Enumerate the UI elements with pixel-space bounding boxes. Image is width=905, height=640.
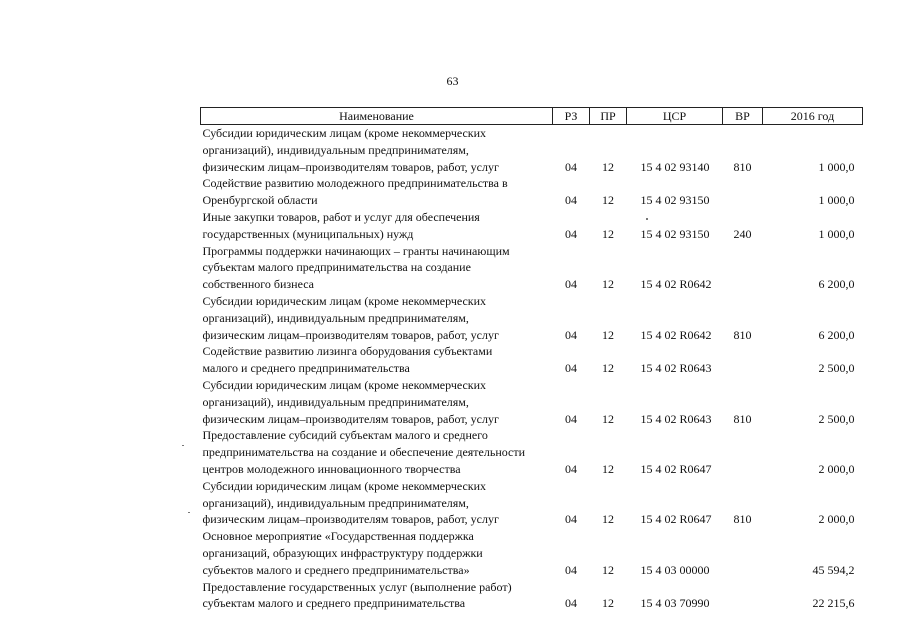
row-name-line: организаций), индивидуальным предпринимателям, xyxy=(202,310,469,325)
row-name-line: организаций), индивидуальным предпринимателям, xyxy=(202,495,469,510)
header-vr: ВР xyxy=(723,108,763,125)
row-vr-cell xyxy=(723,427,763,477)
row-name-line: физическим лицам–производителям товаров, работ, услуг xyxy=(202,159,499,174)
row-vr-cell: 810 xyxy=(733,512,752,527)
row-pr-cell: 12 xyxy=(602,411,614,426)
row-name-line: субъектам малого и среднего предпринимательства xyxy=(202,596,466,611)
row-csr-cell: 15 4 02 R0642 xyxy=(640,327,712,342)
page-number: 63 xyxy=(446,74,459,88)
row-vr-cell xyxy=(723,175,763,209)
row-pr-cell: 12 xyxy=(602,596,614,611)
table-row xyxy=(201,175,863,209)
row-vr-cell xyxy=(723,243,763,293)
row-name-line: субъектам малого предпринимательства на создание xyxy=(202,260,471,275)
row-name-line: Субсидии юридическим лицам (кроме некоммерческих xyxy=(202,478,487,493)
row-vr-cell xyxy=(723,528,763,578)
row-amount-cell: 22 215,6 xyxy=(812,596,855,611)
row-name-line: государственных (муниципальных) нужд xyxy=(202,226,414,241)
row-amount-cell: 6 200,0 xyxy=(818,327,855,342)
row-name-line: Оренбургской области xyxy=(202,193,318,208)
row-pr-cell: 12 xyxy=(602,327,614,342)
row-name-line: Содействие развитию молодежного предпринимательства в xyxy=(202,176,508,191)
row-name-line: организаций), индивидуальным предпринимателям, xyxy=(202,142,469,157)
budget-table xyxy=(200,107,863,612)
row-name-cell xyxy=(201,579,553,613)
table-row xyxy=(201,427,863,477)
header-rz: РЗ xyxy=(553,108,590,125)
row-name-cell xyxy=(201,528,553,578)
row-name-cell xyxy=(201,478,553,528)
row-amount-cell: 2 500,0 xyxy=(818,411,855,426)
row-rz-cell: 04 xyxy=(565,159,577,174)
table-body xyxy=(201,125,863,613)
row-name-line: собственного бизнеса xyxy=(202,277,315,292)
row-amount-cell: 1 000,0 xyxy=(818,159,855,174)
row-amount-cell: 6 200,0 xyxy=(818,277,855,292)
row-name-cell xyxy=(201,377,553,427)
row-name-line: организаций), индивидуальным предпринимателям, xyxy=(202,394,469,409)
row-rz-cell: 04 xyxy=(565,361,577,376)
row-name-line: Предоставление субсидий субъектам малого и среднего xyxy=(202,428,488,443)
table-row xyxy=(201,579,863,613)
header-name: Наименование xyxy=(201,108,553,125)
row-vr-cell xyxy=(723,343,763,377)
row-name-cell xyxy=(201,427,553,477)
row-csr-cell: 15 4 02 R0647 xyxy=(640,461,712,476)
row-pr-cell: 12 xyxy=(602,193,614,208)
row-name-line: Программы поддержки начинающих – гранты начинающим xyxy=(202,243,510,258)
table-row xyxy=(201,478,863,528)
table-row xyxy=(201,125,863,176)
row-csr-cell: 15 4 02 93150 xyxy=(640,226,710,241)
row-vr-cell: 810 xyxy=(733,411,752,426)
row-name-cell xyxy=(201,243,553,293)
row-name-line: центров молодежного инновационного творчества xyxy=(202,461,461,476)
row-pr-cell: 12 xyxy=(602,562,614,577)
row-rz-cell: 04 xyxy=(565,596,577,611)
row-name-line: организаций, образующих инфраструктуру поддержки xyxy=(202,545,483,560)
row-rz-cell: 04 xyxy=(565,512,577,527)
row-rz-cell: 04 xyxy=(565,193,577,208)
row-csr-cell: 15 4 02 R0643 xyxy=(640,411,712,426)
row-csr-cell: 15 4 02 93140 xyxy=(640,159,710,174)
row-name-line: предпринимательства на создание и обеспечение деятельности xyxy=(202,445,526,460)
row-name-line: Субсидии юридическим лицам (кроме некоммерческих xyxy=(202,126,487,140)
row-rz-cell: 04 xyxy=(565,562,577,577)
row-rz-cell: 04 xyxy=(565,277,577,292)
table-row xyxy=(201,293,863,343)
row-pr-cell: 12 xyxy=(602,159,614,174)
row-rz-cell: 04 xyxy=(565,411,577,426)
row-name-line: Субсидии юридическим лицам (кроме некоммерческих xyxy=(202,293,487,308)
row-name-line: физическим лицам–производителям товаров, работ, услуг xyxy=(202,512,499,527)
row-name-cell xyxy=(201,125,553,176)
row-csr-cell: 15 4 03 70990 xyxy=(640,596,710,611)
header-csr: ЦСР xyxy=(627,108,723,125)
row-name-line: физическим лицам–производителям товаров, работ, услуг xyxy=(202,411,499,426)
row-csr-cell: 15 4 02 R0643 xyxy=(640,361,712,376)
row-rz-cell: 04 xyxy=(565,327,577,342)
row-pr-cell: 12 xyxy=(602,226,614,241)
row-name-cell xyxy=(201,175,553,209)
row-amount-cell: 2 500,0 xyxy=(818,361,855,376)
row-vr-cell xyxy=(723,579,763,613)
row-amount-cell: 2 000,0 xyxy=(818,461,855,476)
row-csr-cell: 15 4 03 00000 xyxy=(640,562,710,577)
table-row xyxy=(201,343,863,377)
table-row xyxy=(201,528,863,578)
row-rz-cell: 04 xyxy=(565,461,577,476)
row-name-cell xyxy=(201,293,553,343)
row-csr-cell: 15 4 02 R0647 xyxy=(640,512,712,527)
row-name-line: субъектов малого и среднего предпринимательства» xyxy=(202,562,470,577)
row-name-cell xyxy=(201,209,553,243)
row-vr-cell: 810 xyxy=(733,327,752,342)
scan-speck xyxy=(188,512,190,513)
row-pr-cell: 12 xyxy=(602,277,614,292)
row-vr-cell: 810 xyxy=(733,159,752,174)
row-amount-cell: 45 594,2 xyxy=(812,562,855,577)
header-pr: ПР xyxy=(590,108,627,125)
row-name-line: малого и среднего предпринимательства xyxy=(202,361,410,376)
scan-speck xyxy=(182,445,184,446)
scan-speck xyxy=(646,218,648,220)
row-name-line: Содействие развитию лизинга оборудования субъектами xyxy=(202,344,493,359)
table-row xyxy=(201,209,863,243)
table-header-row xyxy=(201,108,863,125)
row-name-cell xyxy=(201,343,553,377)
row-amount-cell: 2 000,0 xyxy=(818,512,855,527)
table-row xyxy=(201,243,863,293)
row-name-line: Предоставление государственных услуг (выполнение работ) xyxy=(202,579,512,594)
row-name-line: Субсидии юридическим лицам (кроме некоммерческих xyxy=(202,377,487,392)
row-amount-cell: 1 000,0 xyxy=(818,226,855,241)
row-csr-cell: 15 4 02 R0642 xyxy=(640,277,712,292)
table-row xyxy=(201,377,863,427)
row-name-line: Иные закупки товаров, работ и услуг для обеспечения xyxy=(202,209,480,224)
header-amount: 2016 год xyxy=(763,108,863,125)
row-pr-cell: 12 xyxy=(602,461,614,476)
row-pr-cell: 12 xyxy=(602,512,614,527)
row-name-line: физическим лицам–производителям товаров, работ, услуг xyxy=(202,327,499,342)
row-name-line: Основное мероприятие «Государственная поддержка xyxy=(202,529,474,544)
row-vr-cell: 240 xyxy=(733,226,752,241)
row-rz-cell: 04 xyxy=(565,226,577,241)
row-pr-cell: 12 xyxy=(602,361,614,376)
row-amount-cell: 1 000,0 xyxy=(818,193,855,208)
row-csr-cell: 15 4 02 93150 xyxy=(640,193,710,208)
